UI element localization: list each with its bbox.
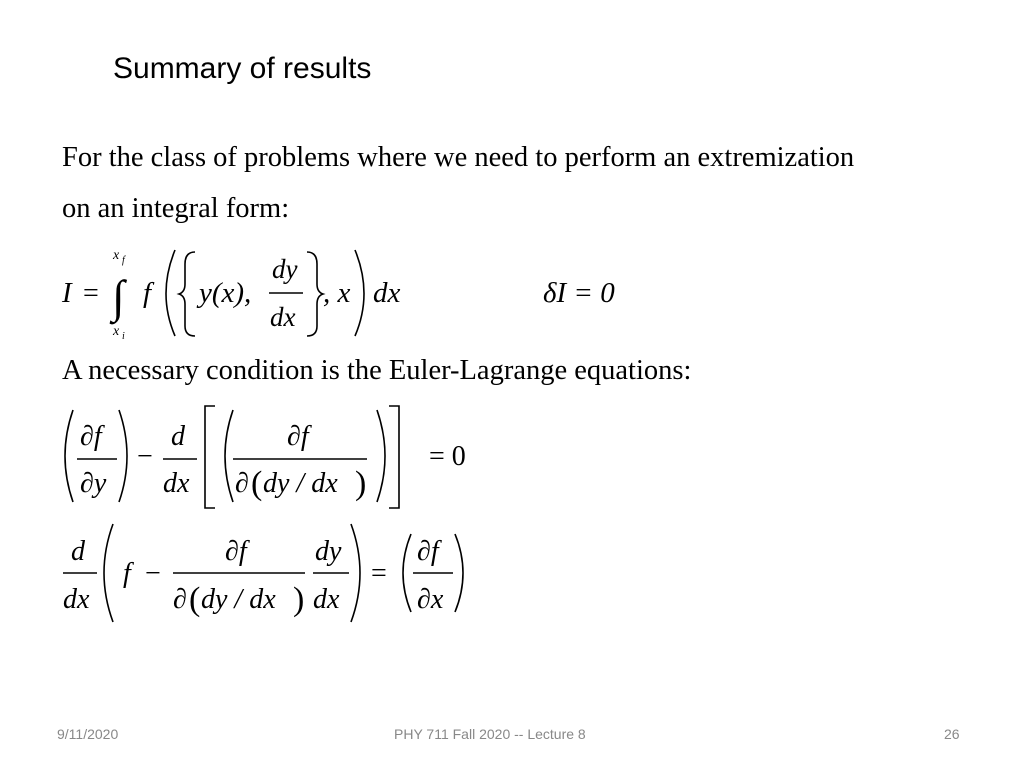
minus-sign: −	[137, 441, 153, 472]
footer-lecture-title: PHY 711 Fall 2020 -- Lecture 8	[394, 726, 586, 742]
partial-y: ∂y	[80, 468, 107, 499]
fraction-denominator: dx	[270, 302, 296, 332]
intro-text-line-1: For the class of problems where we need to perform an extremization	[62, 142, 855, 173]
right-bracket	[389, 406, 399, 508]
integrand-function: f	[143, 277, 152, 309]
partial-symbol: ∂	[173, 584, 187, 615]
d-numerator: d	[171, 421, 185, 452]
integral-lhs: I	[62, 277, 72, 309]
integral-equation	[55, 240, 655, 350]
small-paren-close: )	[355, 465, 367, 502]
integral-differential: dx	[373, 277, 401, 309]
lower-limit-subscript: i	[122, 331, 125, 342]
partial-x: ∂x	[417, 584, 444, 615]
left-paren	[65, 410, 73, 502]
dy-over-dx: dy / dx	[263, 468, 338, 499]
d-numerator: d	[71, 536, 85, 567]
second-form-equation	[55, 520, 495, 630]
upper-limit: x	[113, 248, 120, 263]
partial-f: ∂f	[225, 536, 247, 567]
partial-symbol: ∂	[235, 468, 249, 499]
partial-f: ∂f	[80, 421, 102, 452]
right-paren	[119, 410, 127, 502]
upper-limit-subscript: f	[122, 255, 125, 266]
dx-denominator: dx	[163, 468, 190, 499]
right-paren-inner	[377, 410, 385, 502]
dx-denominator: dx	[63, 584, 90, 615]
partial-f-rhs: ∂f	[417, 536, 439, 567]
minus-sign: −	[145, 558, 161, 589]
partial-f-inner: ∂f	[287, 421, 309, 452]
dy-numerator: dy	[315, 536, 342, 567]
intro-text-line-2: on an integral form:	[62, 193, 290, 224]
integral-sign: ∫	[112, 271, 125, 322]
left-bracket	[205, 406, 215, 508]
right-paren-rhs	[455, 534, 463, 612]
slide-title: Summary of results	[113, 52, 372, 85]
right-paren	[351, 524, 360, 622]
left-brace	[179, 252, 195, 336]
left-paren	[104, 524, 113, 622]
equals-sign: =	[83, 278, 99, 309]
footer-page-number: 26	[944, 726, 960, 742]
right-paren	[355, 250, 364, 336]
condition-text: A necessary condition is the Euler-Lagrange equations:	[62, 355, 692, 386]
f-term: f	[123, 558, 131, 589]
dy-over-dx: dy / dx	[201, 584, 276, 615]
left-paren-inner	[225, 410, 233, 502]
comma-x: , x	[323, 277, 351, 309]
footer-date: 9/11/2020	[57, 726, 119, 742]
variation-condition: δI = 0	[543, 277, 615, 309]
left-paren	[166, 250, 175, 336]
small-paren-close: )	[293, 581, 305, 618]
small-paren-open: (	[251, 465, 263, 502]
fraction-numerator: dy	[272, 254, 298, 284]
small-paren-open: (	[189, 581, 201, 618]
dx-denominator-2: dx	[313, 584, 340, 615]
equals-sign: =	[371, 558, 387, 589]
y-of-x: y(x),	[199, 277, 252, 309]
right-brace	[307, 252, 323, 336]
equals-zero: = 0	[429, 441, 466, 472]
left-paren-rhs	[403, 534, 411, 612]
euler-lagrange-equation	[55, 402, 515, 514]
lower-limit: x	[113, 324, 120, 339]
